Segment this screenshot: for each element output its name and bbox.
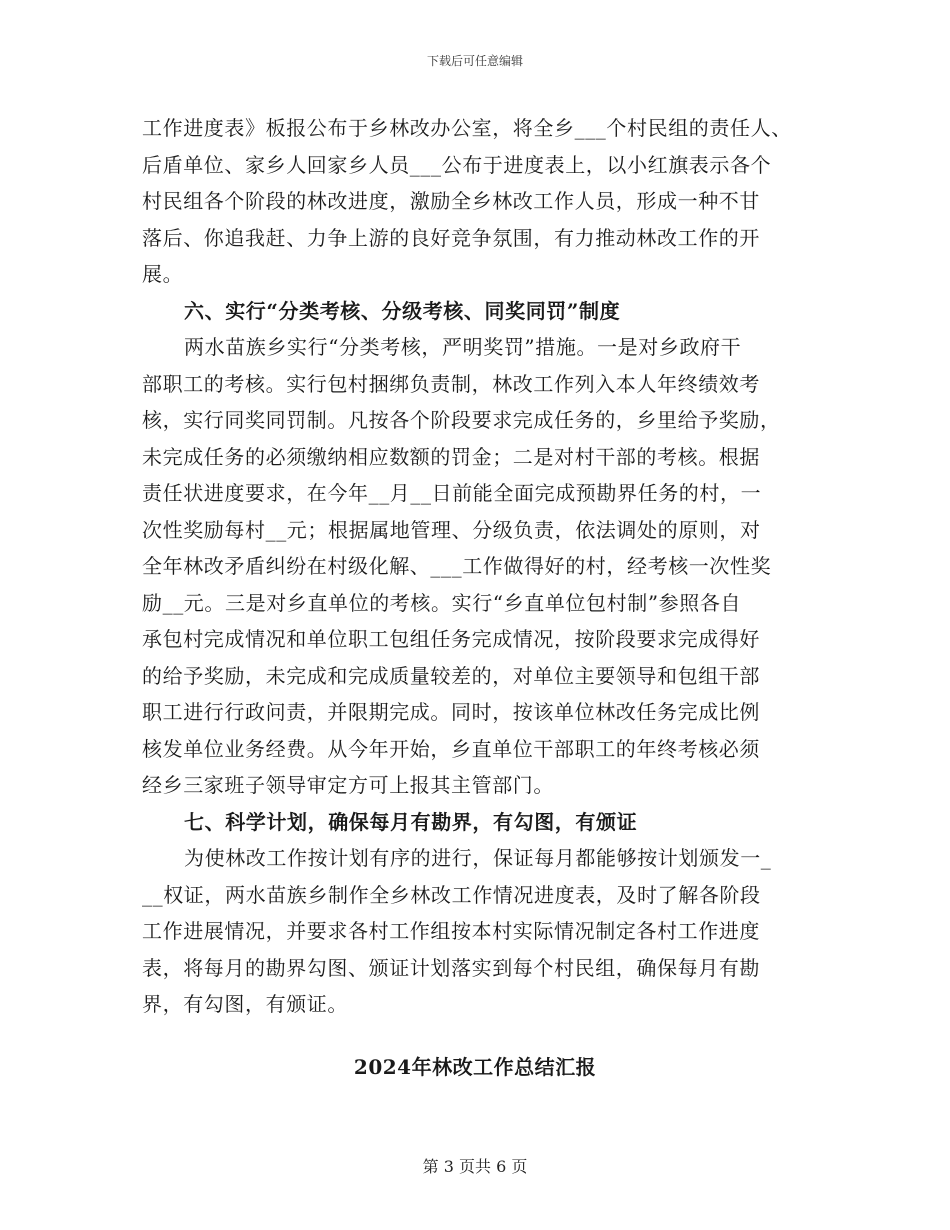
page-footer: 第 3 页共 6 页 — [422, 1157, 528, 1176]
paragraph-line: 界，有勾图，有颁证。 — [142, 992, 348, 1016]
paragraph-line: 核，实行同奖同罚制。凡按各个阶段要求完成任务的，乡里给予奖励， — [142, 408, 781, 432]
paragraph-line: 责任状进度要求，在今年__月__日前能全面完成预勘界任务的村，一 — [142, 481, 762, 505]
paragraph-line: 落后、你追我赶、力争上游的良好竞争氛围，有力推动林改工作的开 — [142, 225, 760, 250]
page-header: 下载后可任意编辑 — [426, 54, 523, 68]
paragraph-line: 次性奖励每村__元；根据属地管理、分级负责，依法调处的原则，对 — [142, 517, 761, 542]
paragraph-line: 为使林改工作按计划有序的进行，保证每月都能够按计划颁发一_ — [184, 846, 772, 870]
paragraph-line: __权证，两水苗族乡制作全乡林改工作情况进度表，及时了解各阶段 — [142, 882, 761, 907]
paragraph-line: 承包村完成情况和单位职工包组任务完成情况，按阶段要求完成得好 — [142, 627, 760, 651]
paragraph-line: 村民组各个阶段的林改进度，激励全乡林改工作人员，形成一种不甘 — [142, 189, 760, 213]
paragraph-line: 工作进度表》板报公布于乡林改办公室，将全乡___个村民组的责任人、 — [142, 116, 792, 140]
paragraph-line: 励__元。三是对乡直单位的考核。实行“乡直单位包村制”参照各自 — [142, 590, 742, 615]
paragraph-line: 表，将每月的勘界勾图、颁证计划落实到每个村民组，确保每月有勘 — [142, 955, 760, 980]
paragraph-line: 核发单位业务经费。从今年开始，乡直单位干部职工的年终考核必须 — [142, 736, 760, 761]
paragraph-line: 未完成任务的必须缴纳相应数额的罚金；二是对村干部的考核。根据 — [142, 444, 760, 469]
paragraph-line: 展。 — [142, 262, 184, 286]
paragraph-line: 经乡三家班子领导审定方可上报其主管部门。 — [142, 773, 554, 797]
paragraph-line: 的给予奖励，未完成和完成质量较差的，对单位主要领导和包组干部 — [142, 663, 760, 688]
paragraph-line: 工作进展情况，并要求各村工作组按本村实际情况制定各村工作进度 — [142, 919, 760, 943]
paragraph-line: 后盾单位、家乡人回家乡人员___公布于进度表上，以小红旗表示各个 — [142, 152, 772, 177]
paragraph-line: 全年林改矛盾纠纷在村级化解、___工作做得好的村，经考核一次性奖 — [142, 554, 772, 578]
section-heading: 七、科学计划，确保每月有勘界，有勾图，有颁证 — [184, 809, 638, 834]
paragraph-line: 部职工的考核。实行包村捆绑负责制，林改工作列入本人年终绩效考 — [142, 371, 760, 396]
section-heading: 六、实行“分类考核、分级考核、同奖同罚”制度 — [184, 298, 621, 323]
paragraph-line: 职工进行行政问责，并限期完成。同时，按该单位林改任务完成比例 — [142, 700, 760, 724]
document-body — [142, 110, 810, 1023]
document-title: 2024年林改工作总结汇报 — [353, 1055, 597, 1079]
paragraph-line: 两水苗族乡实行“分类考核，严明奖罚”措施。一是对乡政府干 — [184, 335, 742, 359]
